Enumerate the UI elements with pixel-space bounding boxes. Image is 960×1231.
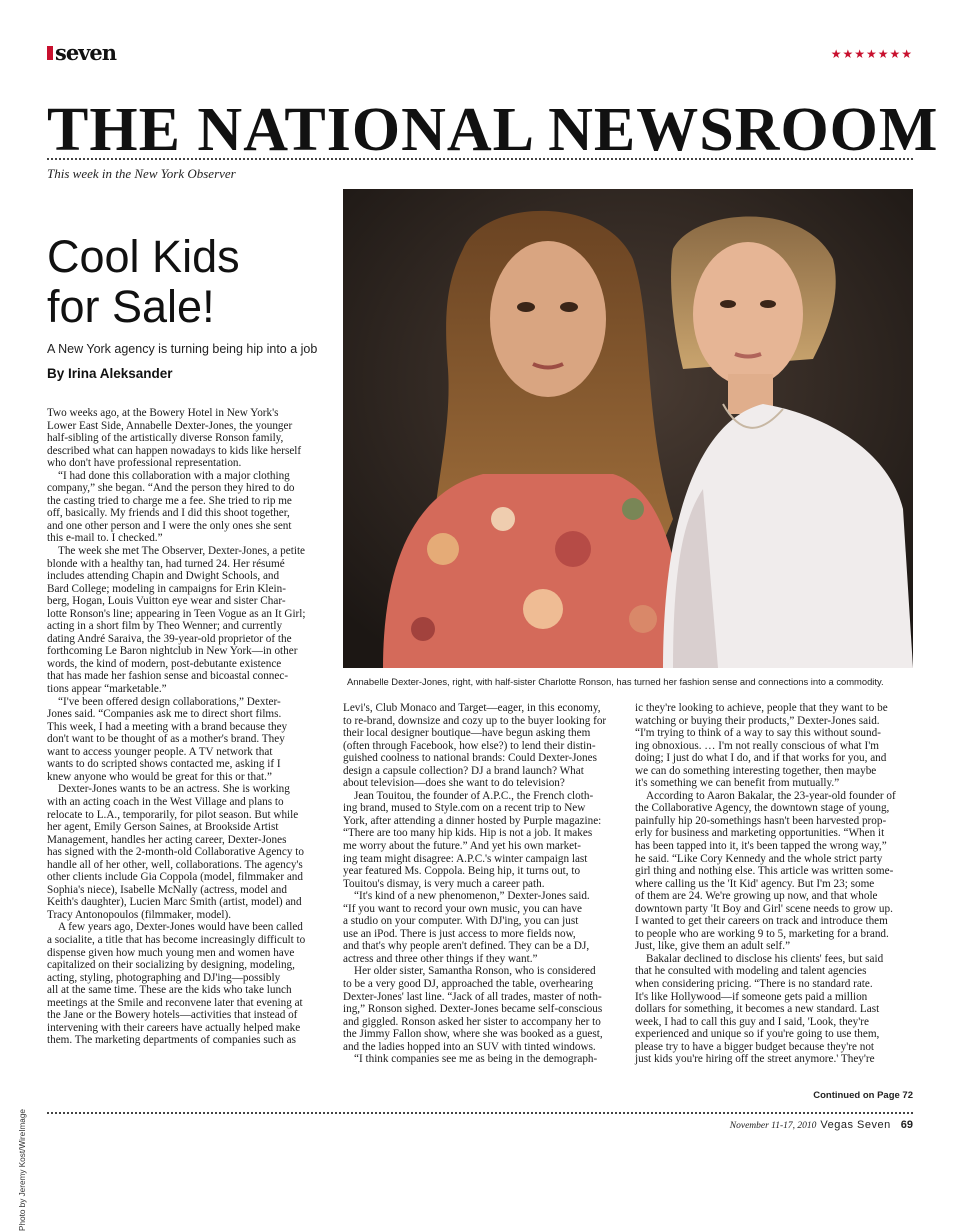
- body-text-line: actress and three other things if they want.”: [343, 952, 538, 965]
- photo-caption: Annabelle Dexter-Jones, right, with half-sister Charlotte Ronson, has turned her fashion sense and connections into a commodity.: [347, 676, 884, 687]
- body-text-line: week, I had to call this guy and I said, 'Look, they're: [635, 1015, 869, 1028]
- logo-text: seven: [55, 40, 117, 65]
- body-text-line: Dexter-Jones' last line. “Jack of all trades, master of noth-: [343, 990, 602, 1003]
- body-text-line: Sophia's niece), Isabelle McNally (actress, model and: [47, 883, 287, 896]
- body-text-line: to be a very good DJ, approached the table, overhearing: [343, 978, 594, 991]
- page-number: 69: [900, 1119, 913, 1131]
- body-text-line: Jones said. “Companies ask me to direct short films.: [47, 708, 282, 721]
- body-text-line: handle all of her other, well, collaborations. The agency's: [47, 858, 303, 871]
- body-text-line: of them are 24. We're growing up now, and that whole: [635, 890, 878, 903]
- body-text-line: Keith's daughter), Lucien Marc Smith (artist, model) and: [47, 896, 302, 909]
- body-text-line: “I'm trying to think of a way to say this without sound-: [635, 727, 881, 740]
- body-text-line: York, after attending a dinner hosted by Purple magazine:: [343, 814, 602, 827]
- body-text-line: (often through Facebook, how else?) to lend their distin-: [343, 739, 596, 752]
- body-text-line: wants to do scripted shows contacted me, asking if I: [47, 758, 281, 771]
- body-text-line: experienced and unique so if you're going to use them,: [635, 1028, 880, 1041]
- body-text-line: dispense given how much young men and women have: [47, 946, 295, 959]
- footer-divider: [47, 1112, 913, 1114]
- body-text-line: lotte Ronson's line; appearing in Teen Vogue as an It Girl;: [47, 607, 306, 620]
- headline-line-2: for Sale!: [47, 281, 215, 332]
- body-text-line: A few years ago, Dexter-Jones would have been called: [58, 921, 303, 934]
- body-text-line: Her older sister, Samantha Ronson, who is considered: [354, 965, 596, 978]
- body-text-line: According to Aaron Bakalar, the 23-year-old founder of: [646, 789, 896, 802]
- body-text-line: acting in a short film by Theo Wenner; and currently: [47, 620, 283, 633]
- body-text-line: acting, styling, photographing and DJ'ing—possibly: [47, 971, 281, 984]
- body-text-line: please try to have a bigger budget because they're not: [635, 1040, 875, 1053]
- body-text-line: to people who are working 9 to 5, marketing for a brand.: [635, 927, 889, 940]
- body-text-line: off, basically. My friends and I did this shoot together,: [47, 507, 290, 520]
- body-text-line: her agent, Emily Gerson Saines, at Brookside Artist: [47, 821, 279, 834]
- body-text-line: guished coolness to national brands: Could Dexter-Jones: [343, 752, 597, 765]
- body-text-line: me worry about the future.” And yet his own market-: [343, 840, 581, 853]
- article-dek: A New York agency is turning being hip into a job: [47, 342, 318, 356]
- body-text-line: forthcoming Le Baron nightclub in New York—in other: [47, 645, 298, 658]
- article-photo: [343, 189, 913, 668]
- body-text-line: we can do something interesting together, then maybe: [635, 764, 877, 777]
- body-text-line: ic they're looking to achieve, people that they want to be: [635, 702, 888, 714]
- body-text-line: a socialite, a title that has become increasingly difficult to: [47, 933, 306, 946]
- body-text-line: use an iPod. There is just access to more fields now,: [343, 927, 576, 940]
- body-text-line: their local designer boutique—have begun asking them: [343, 727, 591, 740]
- body-text-line: and the ladies hopped into an SUV with tinted windows.: [343, 1040, 596, 1053]
- body-text-line: downtown party 'It Boy and Girl' scene needs to grow up.: [635, 902, 893, 915]
- body-text-line: I wanted to get their careers on track and introduce them: [635, 915, 888, 928]
- page-footer: [730, 1119, 913, 1131]
- body-text-line: blonde with a healthy tan, had turned 24. Her résumé: [47, 557, 285, 570]
- body-text-line: this e-mail to. I checked.”: [47, 532, 163, 545]
- body-text-line: he said. “Like Cory Kennedy and the whole strict party: [635, 852, 883, 865]
- body-text-line: and that's why people aren't defined. They can be a DJ,: [343, 940, 590, 953]
- body-text-line: the Collaborative Agency, the downtown stage of young,: [635, 802, 890, 815]
- body-text-line: it's something we can benefit from mutually.”: [635, 777, 840, 790]
- body-text-line: Jean Touitou, the founder of A.P.C., the French cloth-: [354, 789, 594, 802]
- body-text-line: don't want to be thought of as a mother's brand. They: [47, 733, 285, 746]
- article-column-2: [343, 702, 619, 1066]
- body-text-line: includes attending Chapin and Dwight Schools, and: [47, 570, 280, 583]
- body-text-line: “There are too many hip kids. Hip is not a job. It makes: [343, 827, 593, 840]
- photo-credit-text: Photo by Jeremy Kost/WireImage: [18, 1109, 27, 1231]
- body-text-line: Just, like, give them an adult self.”: [635, 940, 791, 953]
- body-text-line: This week, I had a meeting with a brand because they: [47, 720, 288, 733]
- body-text-line: Bakalar declined to disclose his clients' fees, but said: [646, 952, 884, 965]
- body-text-line: ing team might disagree: A.P.C.'s winter campaign last: [343, 852, 588, 865]
- body-text-line: Bard College; modeling in campaigns for Erin Klein-: [47, 582, 286, 595]
- body-text-line: ing obnoxious. … I'm not really conscious of what I'm: [635, 739, 879, 752]
- body-text-line: erly for business and marketing opportunities. “When it: [635, 827, 885, 840]
- body-text-line: Lower East Side, Annabelle Dexter-Jones, the younger: [47, 419, 293, 432]
- body-text-line: watching or buying their products,” Dexter-Jones said.: [635, 714, 880, 727]
- body-text-line: Management, handles her acting career, Dexter-Jones: [47, 833, 287, 846]
- body-text-line: design a capsule collection? DJ a brand launch? What: [343, 764, 584, 777]
- headline-line-1: Cool Kids: [47, 231, 240, 282]
- body-text-line: other clients include Gia Coppola (model, filmmaker and: [47, 871, 303, 884]
- body-text-line: “If you want to record your own music, you can have: [343, 902, 582, 915]
- body-text-line: girl thing and nothing else. This article was written some-: [635, 865, 894, 878]
- body-text-line: when considering pricing. “There is no standard rate.: [635, 978, 873, 991]
- section-subhead: This week in the New York Observer: [47, 166, 236, 181]
- body-text-line: has signed with the 2-month-old Collaborative Agency to: [47, 846, 304, 859]
- body-text-line: the Jimmy Fallon show, where she was booked as a guest,: [343, 1028, 603, 1041]
- body-text-line: “I've been offered design collaborations,” Dexter-: [58, 695, 281, 708]
- article-headline: [47, 232, 327, 332]
- body-text-line: half-sibling of the artistically diverse Ronson family,: [47, 432, 284, 445]
- body-text-line: them. The marketing departments of companies such as: [47, 1034, 296, 1047]
- continued-notice: Continued on Page 72: [813, 1090, 913, 1101]
- body-text-line: company,” she began. “And the person they hired to do: [47, 482, 295, 495]
- body-text-line: that he consulted with modeling and talent agencies: [635, 965, 867, 978]
- body-text-line: and one other person and I were the only ones she sent: [47, 519, 292, 532]
- body-text-line: ing,” Ronson sighed. Dexter-Jones became self-conscious: [343, 1003, 603, 1016]
- body-text-line: dollars for something, it becomes a new standard. Last: [635, 1003, 880, 1016]
- body-text-line: has been tapped into it, it's been tapped the wrong way,”: [635, 840, 887, 853]
- body-text-line: painfully hip 20-somethings hasn't been harvested prop-: [635, 814, 887, 827]
- body-text-line: meetings at the Smile and reconvene later that evening at: [47, 996, 303, 1009]
- body-text-line: who don't have professional representation.: [47, 457, 242, 470]
- body-text-line: berg, Hogan, Louis Vuitton eye wear and sister Char-: [47, 595, 286, 608]
- body-text-line: Two weeks ago, at the Bowery Hotel in New York's: [47, 407, 279, 419]
- body-text-line: just kids you're hiring off the street anymore.' They're: [635, 1053, 875, 1066]
- body-text-line: want to access younger people. A TV network that: [47, 745, 273, 758]
- body-text-line: words, the kind of modern, post-debutante existence: [47, 657, 282, 670]
- body-text-line: Touitou's dismay, is very much a career path.: [343, 877, 545, 890]
- body-text-line: dating André Saraiva, the 39-year-old proprietor of the: [47, 632, 292, 645]
- rating-stars-icon: ★★★★★★★: [830, 47, 913, 61]
- body-text-line: Levi's, Club Monaco and Target—eager, in this economy,: [343, 702, 601, 714]
- body-text-line: doing; I just do what I do, and if that works for you, and: [635, 752, 887, 765]
- body-text-line: intervening with their careers have actually helped make: [47, 1021, 301, 1034]
- article-column-1: [47, 407, 329, 1047]
- body-text-line: Dexter-Jones wants to be an actress. She is working: [58, 783, 290, 796]
- article-byline: By Irina Aleksander: [47, 366, 173, 381]
- body-text-line: “I had done this collaboration with a major clothing: [58, 469, 290, 482]
- body-text-line: all at the same time. These are the kids who take lunch: [47, 984, 292, 997]
- photo-credit: [18, 960, 30, 1231]
- body-text-line: to re-brand, downsize and cozy up to the buyer looking for: [343, 714, 607, 727]
- body-text-line: relocate to L.A., temporarily, for pilot season. But while: [47, 808, 299, 821]
- body-text-line: knew anyone who would be great for this or that.”: [47, 770, 272, 783]
- body-text-line: with an acting coach in the West Village and plans to: [47, 795, 284, 808]
- masthead-divider: [47, 158, 913, 160]
- body-text-line: a studio on your computer. With DJ'ing, you can just: [343, 915, 579, 928]
- body-text-line: The week she met The Observer, Dexter-Jones, a petite: [58, 545, 306, 558]
- body-text-line: described what can happen nowadays to kids like herself: [47, 444, 302, 457]
- body-text-line: tions appear “marketable.”: [47, 683, 167, 696]
- body-text-line: year featured Ms. Coppola. Being hip, it turns out, to: [343, 865, 581, 878]
- body-text-line: and giggled. Ronson asked her sister to accompany her to: [343, 1015, 601, 1028]
- logo-accent-bar: [47, 46, 53, 60]
- body-text-line: It's like Hollywood—if someone gets paid a million: [635, 990, 868, 1003]
- body-text-line: “It's kind of a new phenomenon,” Dexter-Jones said.: [354, 890, 590, 903]
- body-text-line: that has made her fashion sense and bicoastal connec-: [47, 670, 289, 683]
- body-text-line: ing brand, mused to Style.com on a recent trip to New: [343, 802, 586, 815]
- publication-logo: [47, 40, 117, 65]
- body-text-line: about television—does she want to do television?: [343, 777, 565, 790]
- footer-brand: Vegas Seven: [820, 1119, 891, 1131]
- body-text-line: capitalized on their socializing by designing, modeling,: [47, 959, 295, 972]
- article-column-3: [635, 702, 913, 1066]
- section-masthead: THE NATIONAL NEWSROOM: [47, 96, 939, 164]
- body-text-line: where calling us the 'It Kid' agency. But I'm 23; some: [635, 877, 875, 890]
- body-text-line: Tracy Antonopoulos (filmmaker, model).: [47, 908, 232, 921]
- body-text-line: “I think companies see me as being in the demograph-: [354, 1053, 598, 1066]
- body-text-line: the casting tried to charge me a fee. She tried to rip me: [47, 494, 292, 507]
- footer-date: November 11-17, 2010: [729, 1121, 817, 1131]
- body-text-line: the Jane or the Bowery hotels—activities that instead of: [47, 1009, 298, 1022]
